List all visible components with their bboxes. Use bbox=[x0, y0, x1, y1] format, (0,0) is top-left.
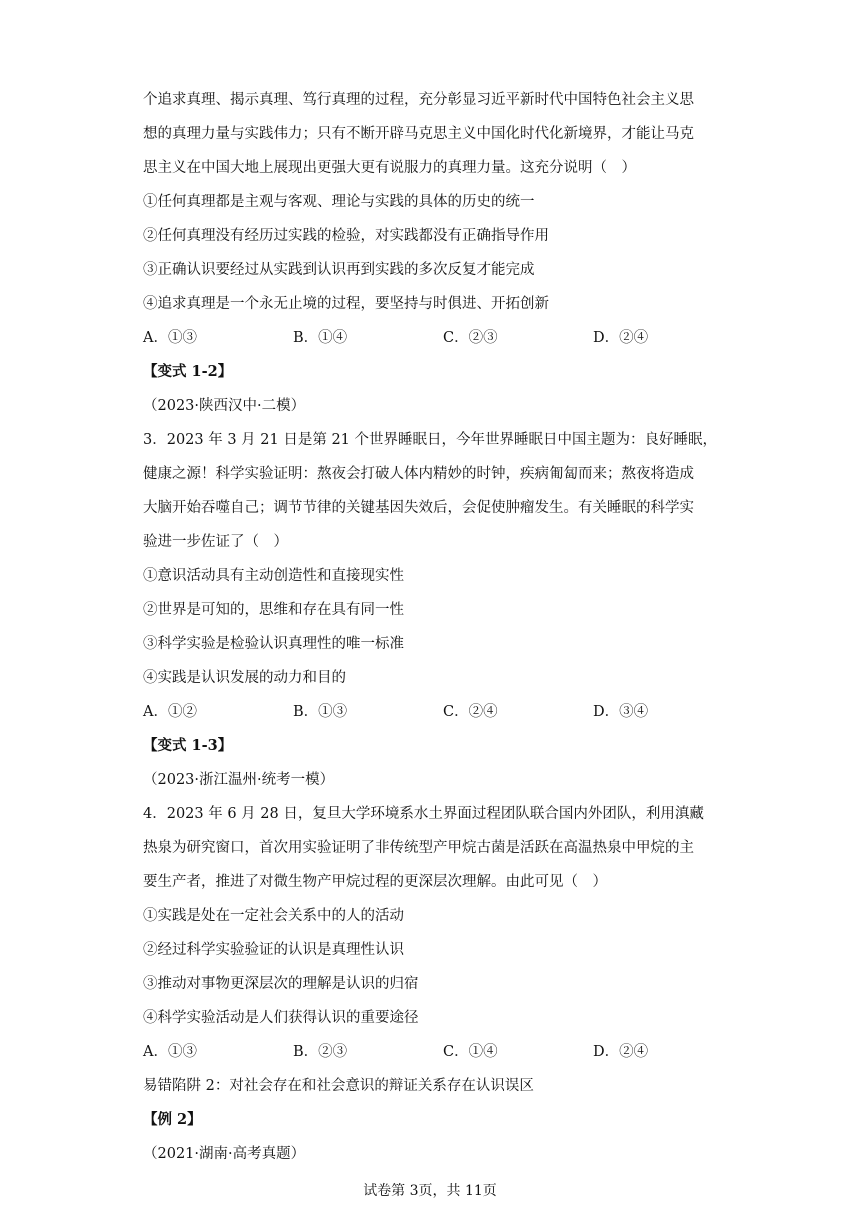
q4-option-b: B．②③ bbox=[293, 1044, 348, 1060]
q4-text-line: 热泉为研究窗口，首次用实验证明了非传统型产甲烷古菌是活跃在高温热泉中甲烷的主 bbox=[143, 840, 694, 856]
q3-option-b: B．①③ bbox=[293, 704, 348, 720]
q2-statement-2: ②任何真理没有经历过实践的检验，对实践都没有正确指导作用 bbox=[143, 228, 549, 244]
q3-text-line: 健康之源！科学实验证明：熬夜会打破人体内精妙的时钟，疾病匍匐而来；熬夜将造成 bbox=[143, 466, 694, 482]
variant-1-3-source: （2023·浙江温州·统考一模） bbox=[143, 772, 335, 788]
variant-1-2-heading: 【变式 1-2】 bbox=[143, 363, 233, 380]
q2-options bbox=[143, 328, 743, 348]
q4-statement-3: ③推动对事物更深层次的理解是认识的归宿 bbox=[143, 976, 419, 992]
q4-statement-1: ①实践是处在一定社会关系中的人的活动 bbox=[143, 908, 404, 924]
q3-statement-2: ②世界是可知的，思维和存在具有同一性 bbox=[143, 602, 404, 618]
example-2-heading: 【例 2】 bbox=[143, 1111, 202, 1128]
q3-statement-4: ④实践是认识发展的动力和目的 bbox=[143, 670, 346, 686]
q3-option-d: D．③④ bbox=[593, 704, 649, 720]
page-footer: 试卷第 3页，共 11页 bbox=[363, 1183, 497, 1199]
q3-option-c: C．②④ bbox=[443, 704, 498, 720]
q3-statement-3: ③科学实验是检验认识真理性的唯一标准 bbox=[143, 636, 404, 652]
q2-statement-4: ④追求真理是一个永无止境的过程，要坚持与时俱进、开拓创新 bbox=[143, 296, 549, 312]
example-2-source: （2021·湖南·高考真题） bbox=[143, 1146, 306, 1162]
q4-text-line: 4．2023 年 6 月 28 日，复旦大学环境系水土界面过程团队联合国内外团队，利用滇藏 bbox=[143, 806, 704, 822]
q3-text-line: 大脑开始吞噬自己；调节节律的关键基因失效后，会促使肿瘤发生。有关睡眠的科学实 bbox=[143, 500, 694, 516]
q4-statement-4: ④科学实验活动是人们获得认识的重要途径 bbox=[143, 1010, 419, 1026]
q2-statement-1: ①任何真理都是主观与客观、理论与实践的具体的历史的统一 bbox=[143, 194, 535, 210]
q4-options bbox=[143, 1042, 743, 1062]
q2-statement-3: ③正确认识要经过从实践到认识再到实践的多次反复才能完成 bbox=[143, 262, 535, 278]
q2-option-d: D．②④ bbox=[593, 330, 649, 346]
q2-text-line: 个追求真理、揭示真理、笃行真理的过程，充分彰显习近平新时代中国特色社会主义思 bbox=[143, 92, 694, 108]
q3-text-line: 3．2023 年 3 月 21 日是第 21 个世界睡眠日，今年世界睡眠日中国主题为：良好睡眠， bbox=[143, 432, 718, 448]
q2-option-b: B．①④ bbox=[293, 330, 348, 346]
q2-text-line: 想的真理力量与实践伟力；只有不断开辟马克思主义中国化时代化新境界，才能让马克 bbox=[143, 126, 694, 142]
q2-option-c: C．②③ bbox=[443, 330, 498, 346]
pitfall-2-title: 易错陷阱 2：对社会存在和社会意识的辩证关系存在认识误区 bbox=[143, 1078, 534, 1094]
q4-option-a: A．①③ bbox=[143, 1044, 197, 1060]
variant-1-3-heading: 【变式 1-3】 bbox=[143, 737, 233, 754]
q4-statement-2: ②经过科学实验验证的认识是真理性认识 bbox=[143, 942, 404, 958]
q2-option-a: A．①③ bbox=[143, 330, 197, 346]
q3-options bbox=[143, 702, 743, 722]
q2-text-line: 思主义在中国大地上展现出更强大更有说服力的真理力量。这充分说明（ ） bbox=[143, 160, 636, 176]
q4-option-d: D．②④ bbox=[593, 1044, 649, 1060]
variant-1-2-source: （2023·陕西汉中·二模） bbox=[143, 398, 306, 414]
q3-statement-1: ①意识活动具有主动创造性和直接现实性 bbox=[143, 568, 404, 584]
q4-option-c: C．①④ bbox=[443, 1044, 498, 1060]
q3-text-line: 验进一步佐证了（ ） bbox=[143, 534, 288, 550]
q4-text-line: 要生产者，推进了对微生物产甲烷过程的更深层次理解。由此可见（ ） bbox=[143, 874, 607, 890]
q3-option-a: A．①② bbox=[143, 704, 197, 720]
